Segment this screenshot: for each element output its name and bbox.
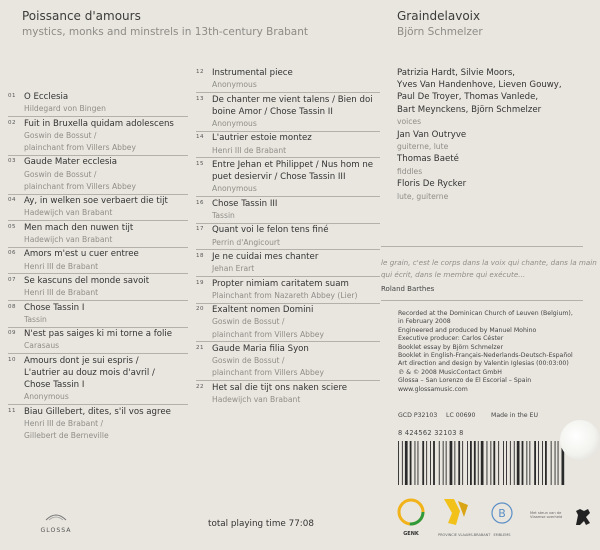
track-title: Instrumental piece [212,68,293,78]
track-composer: Anonymous [24,392,69,402]
track-title: Chose Tassin III [212,198,278,209]
track-number: 13 [196,95,204,102]
track-composer: Plainchant from Nazareth Abbey (Lier) [212,290,358,300]
track-item [8,406,188,443]
quote-line: le grain, c'est le corps dans la voix qui chante, dans la main [381,258,597,267]
performer-name: Bart Meynckens, Björn Schmelzer [397,104,542,115]
track-composer: Henri III de Brabant [24,261,99,271]
track-item [196,67,380,91]
track-number: 10 [8,356,16,363]
performer-name: Thomas Baeté [397,154,459,165]
performer-role: lute, guiterne [397,191,449,201]
track-title: Chose Tassin I [24,380,85,391]
track-title: Entre Jehan et Philippet / Nus hom ne [212,160,374,170]
performer-name: Yves Van Handenhove, Lieven Gouwy, [397,80,562,91]
track-title: Se kascuns del monde savoit [24,276,150,286]
track-number: 05 [8,223,16,230]
total-playing-time: total playing time 77:08 [208,519,314,529]
track-item [196,382,380,406]
track-composer: Hadewijch van Brabant [24,208,113,218]
album-title: Poissance d'amours [22,9,141,23]
track-title: Quant voi le felon tens finé [212,225,329,236]
track-number: 06 [8,250,16,257]
glossa-mark-icon [36,509,76,523]
track-item [196,278,380,302]
track-number: 03 [8,158,16,165]
track-item [8,91,188,115]
track-number: 04 [8,197,16,204]
credit-line: Booklet in English-Français-Nederlands-Deutsch-Español [398,352,573,359]
track-title: Fuit in Bruxella quidam adolescens [24,118,174,129]
track-composer: Tassin [24,314,47,324]
track-title: L'autrier au douz mois d'avril / [24,367,155,378]
track-composer: Henri III de Brabant [212,145,287,155]
vlaamse-overheid-logo [530,505,594,535]
genk-logo [396,497,426,545]
track-item [196,132,380,156]
performer-role: voices [397,116,422,126]
performer-role: fiddles [397,166,423,176]
track-number: 18 [196,253,204,259]
track-item [8,248,188,272]
performer-name: Jan Van Outryve [397,129,467,140]
track-number: 14 [196,134,204,141]
track-composer: Perrin d'Angicourt [212,237,281,247]
track-composer: Hadewijch van Brabant [24,234,113,244]
track-composer: plainchant from Villers Abbey [24,181,136,191]
track-title: Chose Tassin I [24,302,85,313]
barcode-number: 8 424562 32103 8 [398,429,464,437]
track-item [8,222,188,246]
track-number: 11 [8,407,16,414]
track-title: Het sal die tijt ons naken sciere [212,382,348,393]
track-number: 12 [196,69,204,75]
track-composer: plainchant from Villers Abbey [212,329,324,339]
genk-circle-icon [396,497,426,527]
track-composer: plainchant from Villers Abbey [212,368,324,378]
credit-line: Booklet essay by Björn Schmelzer [398,343,504,351]
track-composer: Goswin de Bossut / [24,130,97,140]
track-title: Gaude Maria filia Syon [212,344,309,354]
glossa-label: GLOSSA [40,527,72,534]
track-number: 08 [8,303,16,310]
track-title: Gaude Mater ecclesia [24,157,117,168]
vlaamse-label: Met steun van de Vlaamse overheid [530,511,563,519]
emblems-mark-icon [484,499,520,529]
catalog-number: GCD P32103 [398,412,438,419]
track-title: boine Amor / Chose Tassin II [212,106,333,117]
track-item [8,156,188,193]
track-composer: Hadewijch van Brabant [212,394,301,404]
track-item [196,94,380,131]
track-title: Exaltent nomen Domini [212,305,314,316]
disc-hole-icon [560,420,600,460]
track-composer: Goswin de Bossut / [212,317,285,327]
track-composer: Goswin de Bossut / [24,169,97,179]
track-item [8,355,188,404]
credit-line: www.glossamusic.com [398,385,468,393]
genk-label: GENK [403,531,419,537]
track-title: De chanter me vient talens / Bien doi [212,94,373,105]
track-composer: Jehan Erart [212,264,255,274]
quote-divider [381,300,583,301]
track-title: N'est pas saiges ki mi torne a folie [24,329,173,340]
track-composer: plainchant from Villers Abbey [24,142,136,152]
track-number: 20 [196,306,204,313]
track-number: 22 [196,383,204,390]
track-item [8,275,188,299]
track-title: Men mach den nuwen tijt [24,222,134,233]
track-item [196,159,380,196]
track-title: Ay, in welken soe verbaert die tijt [24,196,168,207]
performer-name: Patrizia Hardt, Silvie Moors, [397,68,516,78]
track-title: Je ne cuidai mes chanter [212,252,319,262]
credit-line: in February 2008 [398,318,451,326]
track-item [196,304,380,341]
track-item [196,198,380,222]
track-composer: Goswin de Bossut / [212,356,285,366]
track-number: 19 [196,279,204,286]
track-item [196,343,380,380]
performer-role: guiterne, lute [397,141,449,151]
provincie-label: PROVINCIE VLAAMS-BRABANT [438,533,491,537]
credit-line: Art direction and design by Valentin Iglesias (00:03:00) [398,360,569,368]
made-in: Made in the EU [491,412,538,419]
track-item [8,118,188,155]
track-composer: Tassin [212,210,235,220]
provincie-mark-icon [438,495,474,529]
track-composer: Henri III de Brabant [24,288,99,298]
track-item [196,251,380,275]
track-item [8,302,188,326]
track-number: 02 [8,119,16,126]
track-item [8,328,188,352]
quote-author: Roland Barthes [381,285,435,293]
track-number: 01 [8,93,16,99]
track-number: 17 [196,226,204,233]
album-subtitle: mystics, monks and minstrels in 13th-century Brabant [22,26,308,38]
performers-divider [381,246,583,247]
track-number: 09 [8,330,16,337]
track-item [8,195,188,219]
svg-text:B: B [498,507,506,520]
track-composer: Anonymous [212,118,257,128]
track-item [196,224,380,248]
track-composer: Gillebert de Berneville [24,431,109,441]
track-title: Amors m'est u cuer entree [24,249,139,260]
track-composer: Henri III de Brabant / [24,418,104,428]
track-number: 16 [196,199,204,206]
track-title: Biau Gillebert, dites, s'il vos agree [24,406,171,417]
performer-name: Floris De Rycker [397,179,467,190]
track-number: 21 [196,345,204,351]
track-title: O Ecclesia [24,92,69,102]
credit-line: Engineered and produced by Manuel Mohino [398,326,537,334]
track-title: puet desiervir / Chose Tassin III [212,172,346,183]
director-name: Björn Schmelzer [397,26,483,38]
track-composer: Anonymous [212,80,257,90]
credit-line: Recorded at the Dominican Church of Leuven (Belgium), [398,310,573,317]
track-title: L'autrier estoie montez [212,133,312,144]
track-composer: Carasaus [24,341,60,351]
glossa-logo [36,508,76,540]
quote-line: qui écrit, dans le membre qui exécute... [381,270,526,279]
barcode-icon [396,441,570,485]
track-title: Amours dont je sui espris / [24,355,139,366]
track-number: 07 [8,277,16,283]
label-code: LC 00690 [446,412,476,419]
track-composer: Hildegard von Bingen [24,104,106,114]
emblems-logo [484,499,520,539]
credit-line: Glossa – San Lorenzo de El Escorial – Spain [398,377,532,385]
track-number: 15 [196,161,204,167]
credit-line: Executive producer: Carlos Céster [398,335,504,343]
track-title: Propter nimiam caritatem suam [212,278,349,289]
emblems-label: EMBLEMS [493,533,511,537]
ensemble-name: Graindelavoix [397,9,481,23]
track-composer: Anonymous [212,184,257,194]
provincie-logo [438,495,491,545]
performer-name: Paul De Troyer, Thomas Vanlede, [397,92,539,103]
credit-line: ℗ & © 2008 MusicContact GmbH [398,368,502,376]
lion-icon [572,505,594,529]
